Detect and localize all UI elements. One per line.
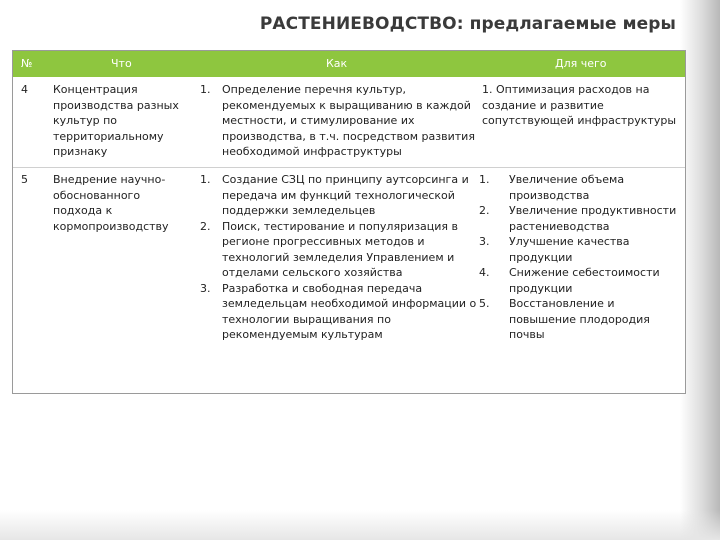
list-item [200, 172, 480, 219]
measures-table [12, 50, 686, 394]
row-5-num: 5 [21, 173, 28, 186]
table-header [13, 51, 685, 77]
list-item [479, 265, 679, 296]
list-item-number: 2. [479, 204, 490, 217]
list-item-number: 3. [479, 235, 490, 248]
list-item-number: 1. [479, 173, 490, 186]
header-how: Как [326, 57, 348, 70]
list-item-text: Поиск, тестирование и популяризация в регионе прогрессивных методов и технологий земледелия Управлением и отделами сельского хозяйства [222, 219, 459, 279]
page-bottom-shadow [0, 510, 720, 540]
list-item [479, 172, 679, 203]
header-why: Для чего [555, 57, 607, 70]
slide-title: РАСТЕНИЕВОДСТВО: предлагаемые меры [259, 14, 676, 34]
list-item [200, 219, 480, 281]
list-item-text: Создание СЗЦ по принципу аутсорсинга и передача им функций технологической поддержки земледельцев [222, 173, 469, 217]
list-item-number: 2. [200, 219, 211, 233]
list-item [479, 203, 679, 234]
header-what: Что [111, 57, 132, 70]
row-divider [13, 167, 685, 168]
list-item-text: Снижение себестоимости продукции [509, 266, 660, 295]
list-item [479, 296, 679, 343]
list-item-text: Увеличение объема производства [509, 173, 625, 202]
list-item-text: Определение перечня культур, рекомендуемых к выращиванию в каждой местности, и стимулирование их производства, в т.ч. посредством развития необходимой инфраструктуры [222, 83, 475, 158]
row-5-how-list [200, 172, 480, 343]
row-4-why: 1. Оптимизация расходов на создание и развитие сопутствующей инфраструктуры [482, 83, 677, 127]
list-item-text: Увеличение продуктивности растениеводства [509, 204, 677, 233]
list-item [479, 234, 679, 265]
list-item-number: 1. [200, 83, 211, 96]
row-4-num: 4 [21, 83, 28, 96]
row-5-what: Внедрение научно-обоснованного подхода к кормопроизводству [53, 173, 169, 233]
row-5-why-list [479, 172, 679, 343]
row-4-what: Концентрация производства разных культур по территориальному признаку [53, 83, 179, 158]
page-edge-shadow [680, 0, 720, 540]
list-item [200, 82, 482, 160]
list-item-text: Разработка и свободная передача земледельцам необходимой информации о технологии выращивания по рекомендуемым культурам [222, 281, 477, 341]
list-item-number: 5. [479, 297, 490, 310]
list-item-text: Восстановление и повышение плодородия почвы [509, 297, 650, 341]
header-num: № [21, 57, 33, 70]
list-item [200, 281, 480, 343]
list-item-number: 1. [200, 173, 211, 186]
row-4-how-list [200, 82, 482, 160]
list-item-number: 3. [200, 281, 211, 295]
list-item-number: 4. [479, 266, 490, 279]
list-item-text: Улучшение качества продукции [509, 235, 630, 264]
